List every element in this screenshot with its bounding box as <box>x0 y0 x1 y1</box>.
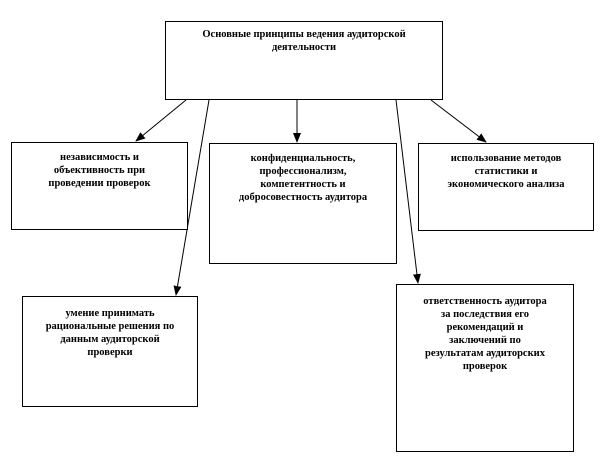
child-box-confidentiality <box>209 143 397 264</box>
child-label-responsibility: ответственность аудитора за последствия его рекомендаций и заключений по результатам аудиторских проверок <box>423 296 547 372</box>
arrow-to-responsibility <box>396 100 418 283</box>
child-box-statistics <box>418 143 594 231</box>
root-label: Основные принципы ведения аудиторской деятельности <box>202 29 406 53</box>
arrow-to-statistics <box>431 100 486 142</box>
arrow-to-independence <box>136 100 186 141</box>
child-box-rational-decisions <box>22 296 198 407</box>
root-box <box>165 21 443 100</box>
child-label-statistics: использование методов статистики и экономического анализа <box>447 153 565 190</box>
child-box-independence <box>11 142 188 230</box>
child-label-rational-decisions: умение принимать рациональные решения по данным аудиторской проверки <box>45 308 175 358</box>
child-label-independence: независимость и объективность при проведении проверок <box>48 152 151 189</box>
child-box-responsibility <box>396 284 574 452</box>
child-label-confidentiality: конфиденциальность, профессионализм, компетентность и добросовестность аудитора <box>238 153 368 203</box>
